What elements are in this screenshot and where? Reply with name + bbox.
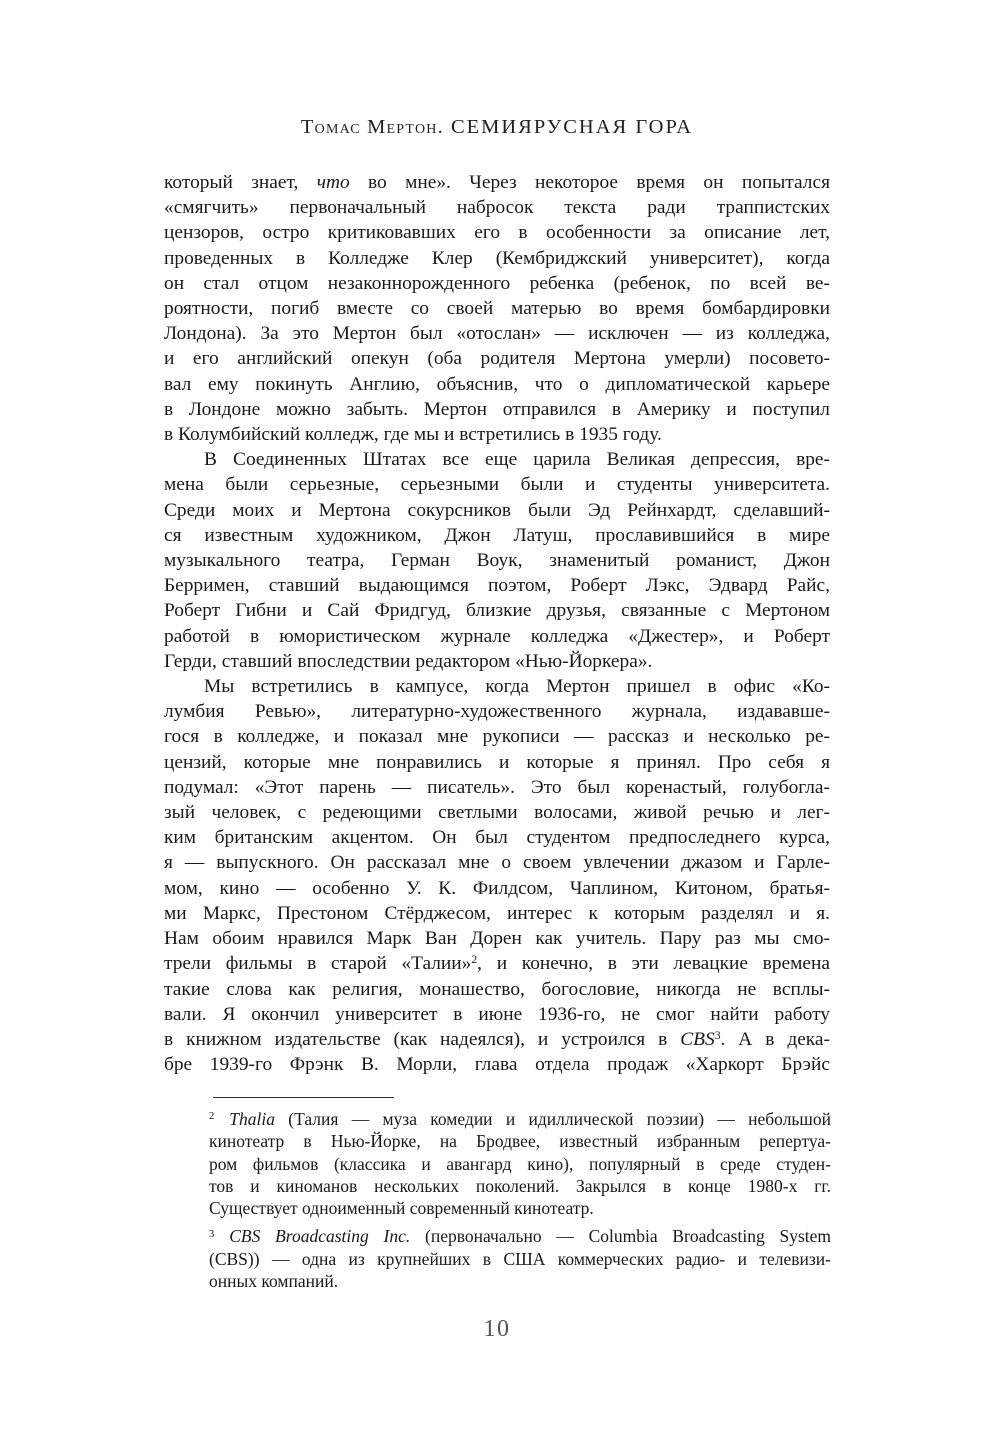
text-run: (первоначально — Columbia Broadcasting System	[410, 1226, 832, 1247]
text-line	[164, 750, 830, 775]
text-run: Герди, ставший впоследствии редактором «Нью-Йоркера».	[164, 650, 653, 672]
text-line	[164, 523, 830, 548]
text-line	[164, 296, 830, 321]
text-run: Мы встретились в кампусе, когда Мертон пришел в офис «Ко-	[204, 676, 830, 698]
superscript-marker: 2	[471, 952, 478, 966]
text-line	[209, 1108, 831, 1130]
text-line	[209, 1248, 831, 1270]
text-line	[164, 573, 830, 598]
text-run: онных компаний.	[209, 1271, 339, 1292]
text-run: . А в дека-	[720, 1028, 830, 1050]
text-line	[164, 498, 830, 523]
text-run: зый человек, с редеющими светлыми волосами, живой речью и лег-	[164, 802, 830, 824]
text-run: «смягчить» первоначальный набросок текста ради траппистских	[164, 197, 830, 219]
text-line	[164, 246, 830, 271]
text-line	[164, 926, 830, 951]
text-line	[164, 825, 830, 850]
text-line	[164, 876, 830, 901]
text-run: кинотеатр в Нью-Йорке, на Бродвее, известный избранным репертуа-	[209, 1131, 831, 1152]
text-run: Существует одноименный современный кинотеатр.	[209, 1198, 594, 1219]
text-run: он стал отцом незаконнорожденного ребенка (ребенок, по всей ве-	[164, 272, 830, 294]
text-line	[209, 1225, 831, 1247]
paragraph	[164, 674, 830, 1077]
running-head-title: СЕМИЯРУСНАЯ ГОРА	[450, 116, 694, 138]
text-run: Среди моих и Мертона сокурсников были Эд Рейнхардт, сделавший-	[164, 499, 830, 521]
running-head-author: Томас Мертон.	[300, 116, 444, 138]
text-run: Берримен, ставший выдающимся поэтом, Роберт Лэкс, Эдвард Райс,	[164, 575, 830, 597]
text-line	[164, 1027, 830, 1052]
text-run: ким британским акцентом. Он был студентом предпоследнего курса,	[164, 827, 830, 849]
text-run: в книжном издательстве (как надеялся), и устроился в	[164, 1028, 681, 1050]
footnote	[209, 1225, 831, 1292]
paragraph	[164, 447, 830, 674]
text-run: , и конечно, в эти левацкие времена	[477, 953, 830, 975]
italic-run: CBS	[680, 1028, 715, 1050]
text-run: Нам обоим нравился Марк Ван Дорен как учитель. Пару раз мы смо-	[164, 928, 830, 950]
page-number: 10	[483, 1316, 511, 1342]
text-run: в Колумбийский колледж, где мы и встретились в 1935 году.	[164, 424, 662, 446]
text-run: В Соединенных Штатах все еще царила Великая депрессия, вре-	[204, 449, 830, 471]
italic-run: что	[316, 172, 350, 193]
text-run: вал ему покинуть Англию, объяснив, что о дипломатической карьере	[164, 373, 830, 395]
text-line	[164, 271, 830, 296]
text-run: работой в юмористическом журнале колледжа «Джестер», и Роберт	[164, 625, 830, 647]
text-line	[164, 901, 830, 926]
text-run: музыкального театра, Герман Воук, знаменитый романист, Джон	[164, 550, 830, 572]
text-run: который знает,	[164, 172, 317, 193]
text-run: Лондона). За это Мертон был «отослан» — исключен — из колледжа,	[164, 323, 830, 345]
text-line	[164, 372, 830, 397]
text-run: бре 1939-го Фрэнк В. Морли, глава отдела продаж «Харкорт Брэйс	[164, 1054, 830, 1076]
footnote	[209, 1108, 831, 1219]
footnote-marker: 3	[209, 1228, 215, 1240]
text-line	[164, 977, 830, 1002]
superscript-marker: 3	[714, 1028, 721, 1042]
text-line	[164, 598, 830, 623]
footnote-marker: 2	[209, 1111, 215, 1123]
text-run: проведенных в Колледже Клер (Кембриджский университет), когда	[164, 247, 830, 269]
footnote-separator	[213, 1097, 394, 1098]
text-line	[164, 624, 830, 649]
text-line	[164, 195, 830, 220]
text-run: ся известным художником, Джон Латуш, прославившийся в мире	[164, 524, 830, 546]
text-line	[164, 397, 830, 422]
text-run: подумал: «Этот парень — писатель». Это был коренастый, голубогла-	[164, 776, 830, 798]
text-run: во мне». Через некоторое время он попытался	[349, 172, 830, 193]
text-line	[164, 346, 830, 371]
text-run: такие слова как религия, монашество, богословие, никогда не всплы-	[164, 978, 830, 1000]
text-line	[209, 1270, 831, 1292]
text-run: цензоров, остро критиковавших его в особенности за описание лет,	[164, 222, 830, 244]
text-line	[209, 1153, 831, 1175]
text-run: Роберт Гибни и Сай Фридгуд, близкие друзья, связанные с Мертоном	[164, 600, 830, 622]
text-run: (CBS)) — одна из крупнейших в США коммерческих радио- и телевизи-	[209, 1248, 831, 1269]
text-line	[164, 472, 830, 497]
text-line	[164, 220, 830, 245]
text-run: лумбия Ревью», литературно-художественного журнала, издававше-	[164, 701, 830, 723]
text-run: вали. Я окончил университет в июне 1936-го, не смог найти работу	[164, 1003, 830, 1025]
text-line	[164, 674, 830, 699]
text-line	[164, 951, 830, 976]
text-line	[209, 1175, 831, 1197]
text-run: тов и киноманов нескольких поколений. Закрылся в конце 1980-х гг.	[209, 1175, 831, 1196]
text-run: роятности, погиб вместе со своей матерью во время бомбардировки	[164, 298, 830, 320]
text-line	[164, 724, 830, 749]
text-line	[164, 321, 830, 346]
text-line	[164, 649, 830, 674]
text-line	[164, 447, 830, 472]
paragraph	[164, 170, 830, 447]
text-run: мом, кино — особенно У. К. Филдсом, Чаплином, Китоном, братья-	[164, 877, 830, 899]
text-run: (Талия — муза комедии и идиллической поэзии) — небольшой	[274, 1109, 831, 1129]
text-line	[164, 1002, 830, 1027]
text-run: в Лондоне можно забыть. Мертон отправился в Америку и поступил	[164, 398, 830, 420]
text-line	[164, 775, 830, 800]
text-line	[209, 1197, 831, 1219]
text-run: трели фильмы в старой «Талии»	[164, 953, 472, 975]
italic-run: Thalia	[229, 1109, 275, 1129]
footnotes-section	[209, 1108, 831, 1292]
text-run: ром фильмов (классика и авангард кино), популярный в среде студен-	[209, 1153, 831, 1174]
text-line	[209, 1130, 831, 1152]
italic-run: CBS Broadcasting Inc.	[229, 1226, 411, 1247]
text-run: я — выпускного. Он рассказал мне о своем увлечении джазом и Гарле-	[164, 852, 830, 874]
text-line	[164, 548, 830, 573]
text-line	[164, 1052, 830, 1077]
text-line	[164, 422, 830, 447]
text-run: гося в колледже, и показал мне рукописи — рассказ и несколько ре-	[164, 726, 830, 748]
text-run: и его английский опекун (оба родителя Мертона умерли) посовето-	[164, 348, 830, 370]
text-run: мена были серьезные, серьезными были и студенты университета.	[164, 474, 830, 496]
text-run: цензий, которые мне понравились и которые я принял. Про себя я	[164, 751, 830, 773]
text-line	[164, 170, 830, 195]
text-line	[164, 699, 830, 724]
text-run: ми Маркс, Престоном Стёрджесом, интерес к которым разделял и я.	[164, 902, 830, 924]
text-line	[164, 850, 830, 875]
text-body	[164, 170, 830, 1077]
text-line	[164, 800, 830, 825]
running-head	[164, 116, 830, 139]
